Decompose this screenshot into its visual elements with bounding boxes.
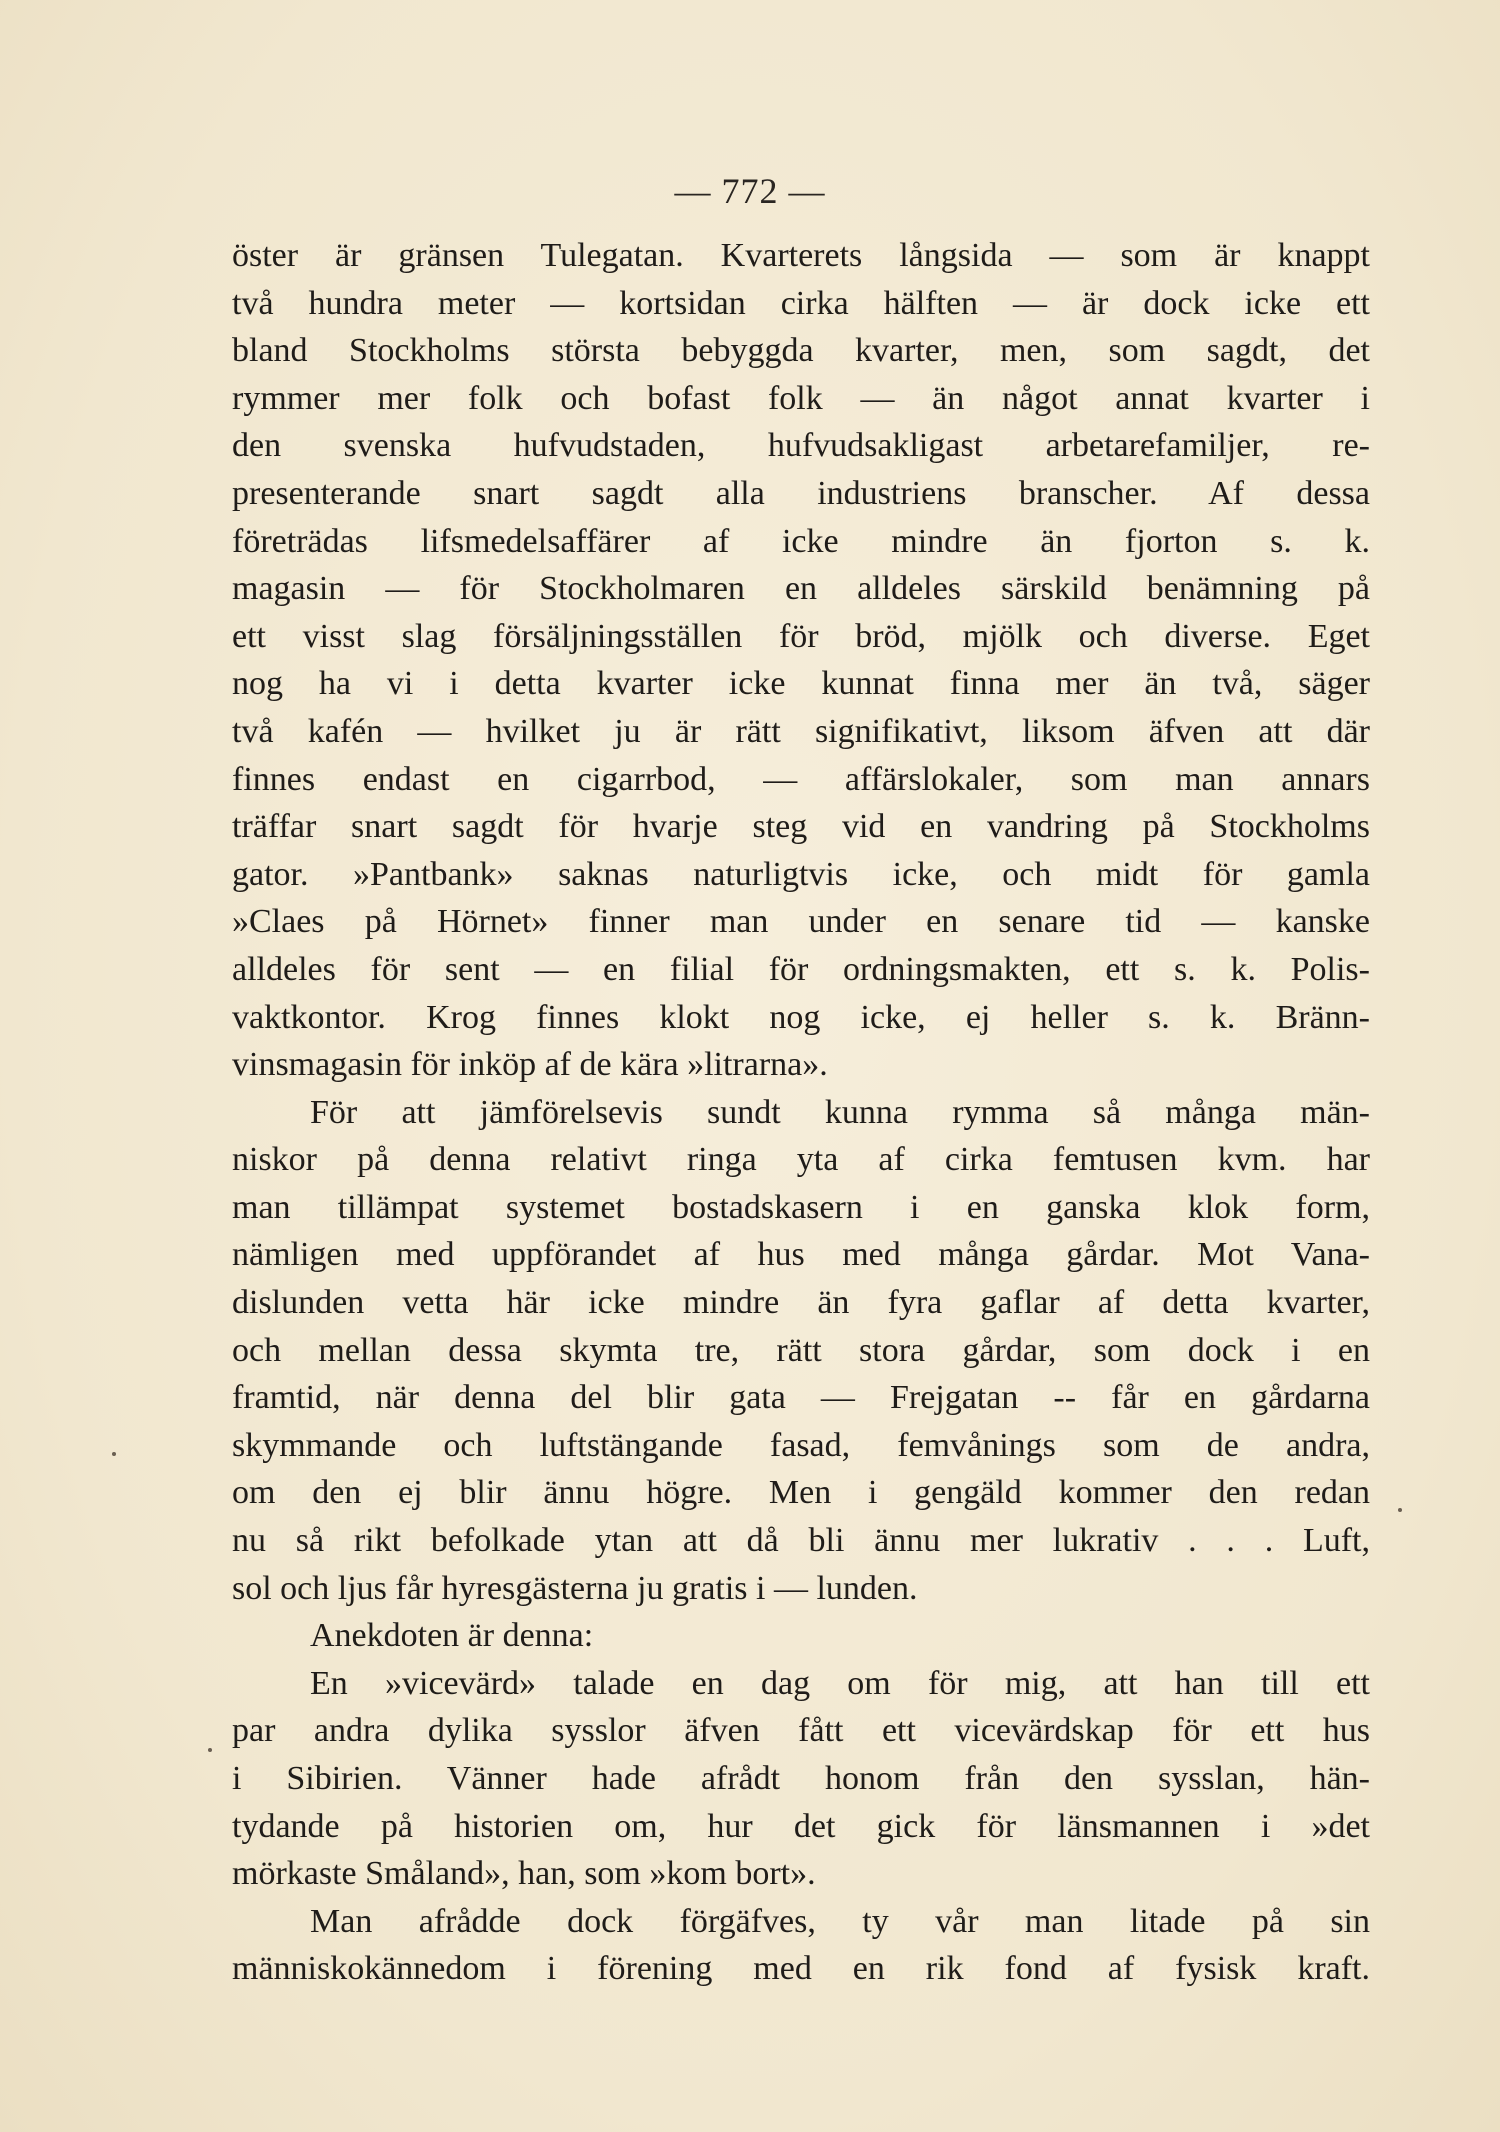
text-line: öster är gränsen Tulegatan. Kvarterets långsida — som är knappt	[232, 237, 1370, 274]
text-line: man tillämpat systemet bostadskasern i en ganska klok form,	[232, 1188, 1370, 1226]
text-line: vaktkontor. Krog finnes klokt nog icke, ej heller s. k. Bränn-	[232, 998, 1370, 1036]
ink-speck	[1398, 1508, 1402, 1512]
text-line: För att jämförelsevis sundt kunna rymma så många män-	[310, 1093, 1370, 1131]
text-line: tydande på historien om, hur det gick för länsmannen i »det	[232, 1807, 1370, 1845]
text-line: skymmande och luftstängande fasad, femvånings som de andra,	[232, 1426, 1370, 1464]
text-line: och mellan dessa skymta tre, rätt stora gårdar, som dock i en	[232, 1331, 1370, 1369]
text-line: människokännedom i förening med en rik fond af fysisk kraft.	[232, 1950, 1370, 1988]
text-line: sol och ljus får hyresgästerna ju gratis i — lunden.	[232, 1569, 918, 1607]
text-line: »Claes på Hörnet» finner man under en senare tid — kanske	[232, 903, 1370, 941]
text-line: den svenska hufvudstaden, hufvudsakligast arbetarefamiljer, re-	[232, 427, 1370, 465]
page-number: — 772 —	[674, 171, 826, 211]
text-line: träffar snart sagdt för hvarje steg vid en vandring på Stockholms	[232, 808, 1370, 846]
text-line: rymmer mer folk och bofast folk — än något annat kvarter i	[232, 379, 1370, 417]
text-line: presenterande snart sagdt alla industriens branscher. Af dessa	[232, 474, 1370, 512]
text-line: gator. »Pantbank» saknas naturligtvis icke, och midt för gamla	[232, 855, 1370, 893]
text-line: mörkaste Småland», han, som »kom bort».	[232, 1855, 816, 1893]
text-line: finnes endast en cigarrbod, — affärslokaler, som man annars	[232, 760, 1370, 798]
text-line: nu så rikt befolkade ytan att då bli ännu mer lukrativ . . . Luft,	[232, 1522, 1370, 1560]
text-line: dislunden vetta här icke mindre än fyra gaflar af detta kvarter,	[232, 1284, 1370, 1322]
ink-speck	[208, 1748, 212, 1752]
text-line: företrädas lifsmedelsaffärer af icke mindre än fjorton s. k.	[232, 522, 1370, 560]
text-line: niskor på denna relativt ringa yta af cirka femtusen kvm. har	[232, 1141, 1370, 1179]
text-line: ett visst slag försäljningsställen för bröd, mjölk och diverse. Eget	[232, 617, 1370, 655]
text-line: Anekdoten är denna:	[310, 1617, 594, 1655]
ink-speck	[112, 1452, 116, 1456]
text-line: i Sibirien. Vänner hade afrådt honom från den sysslan, hän-	[232, 1760, 1370, 1797]
body-text	[232, 232, 1370, 1993]
text-line: bland Stockholms största bebyggda kvarter, men, som sagdt, det	[232, 332, 1370, 370]
text-line: par andra dylika sysslor äfven fått ett vicevärdskap för ett hus	[232, 1712, 1370, 1750]
text-line: alldeles för sent — en filial för ordningsmakten, ett s. k. Polis-	[232, 950, 1370, 988]
text-line: två kafén — hvilket ju är rätt signifikativt, liksom äfven att där	[232, 712, 1370, 750]
text-line: nog ha vi i detta kvarter icke kunnat finna mer än två, säger	[232, 665, 1370, 703]
text-line: Man afrådde dock förgäfves, ty vår man litade på sin	[310, 1902, 1370, 1940]
text-line: En »vicevärd» talade en dag om för mig, att han till ett	[310, 1664, 1370, 1702]
text-line: vinsmagasin för inköp af de kära »litrarna».	[232, 1046, 828, 1084]
text-line: magasin — för Stockholmaren en alldeles särskild benämning på	[232, 570, 1370, 608]
text-line: nämligen med uppförandet af hus med många gårdar. Mot Vana-	[232, 1236, 1370, 1274]
text-line: om den ej blir ännu högre. Men i gengäld kommer den redan	[232, 1474, 1370, 1512]
text-line: två hundra meter — kortsidan cirka hälften — är dock icke ett	[232, 284, 1370, 322]
text-line: framtid, när denna del blir gata — Frejgatan -- får en gårdarna	[232, 1379, 1370, 1417]
